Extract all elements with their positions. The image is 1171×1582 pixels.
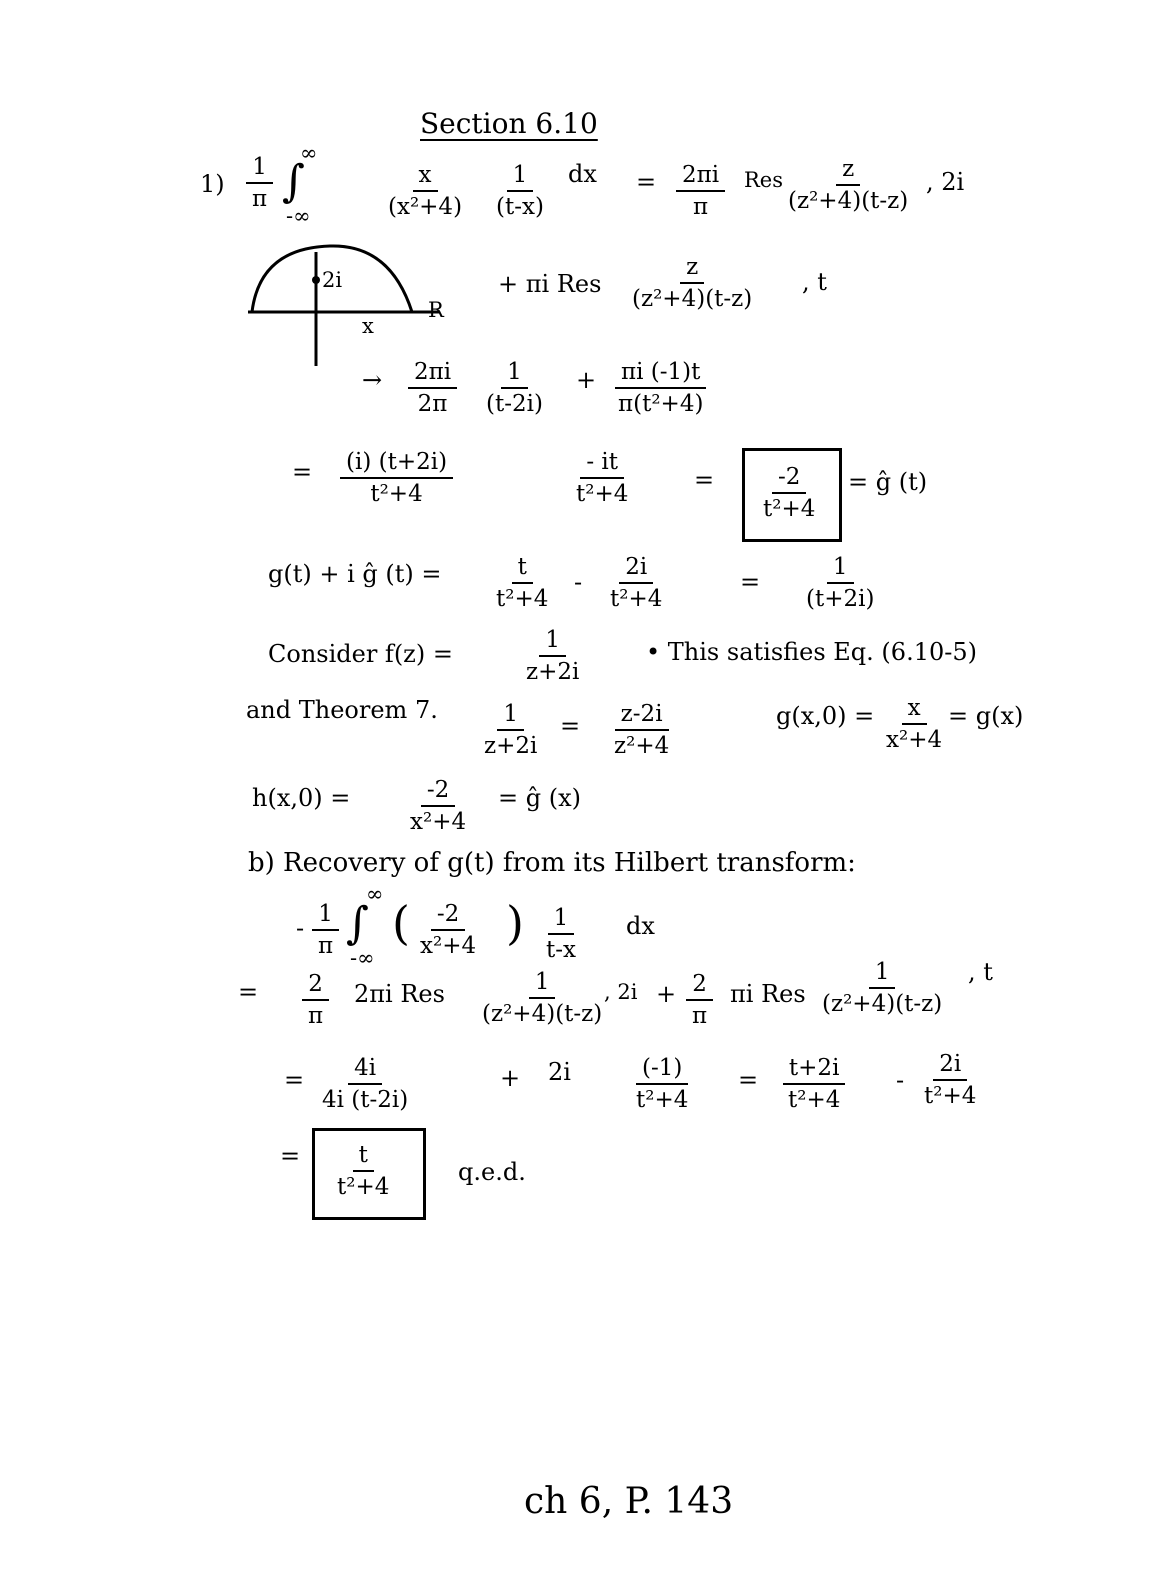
line5-fraction-2: $\frac{2i}{\text{t²+4}}$ <box>610 554 663 613</box>
second-residue-point: , t <box>802 268 827 296</box>
boundary-h-rhs: = ĝ (x) <box>498 784 581 812</box>
arrow: → <box>362 366 383 394</box>
residue-label: Res <box>744 168 784 192</box>
boundary-g-rhs: = g(x) <box>948 702 1024 730</box>
plus-sign: + <box>656 980 677 1008</box>
integral-sign: ∫ <box>346 898 369 949</box>
dx-label: dx <box>568 160 597 188</box>
prefix-fraction: $\frac{1}{\pi}$ <box>246 155 273 211</box>
equals-sign: = <box>284 1066 305 1094</box>
line4-fraction-2: $\frac{- it}{\text{t²+4}}$ <box>576 449 629 508</box>
part-b-residue-fraction-2: $\frac{1}{\text{(z²+4)(t-z)}}$ <box>822 959 943 1018</box>
radius-label: R <box>428 298 444 322</box>
equals-sign: = <box>560 712 581 740</box>
part-b-heading: b) Recovery of g(t) from its Hilbert transform: <box>248 848 856 878</box>
equals-sign: = <box>740 568 761 596</box>
line3-fraction-2: $\frac{1}{(t-2i)}$ <box>486 359 543 418</box>
integrand-fraction-1: $\frac{x}{\text{(x²+4)}}$ <box>388 162 463 221</box>
integral-upper-limit: ∞ <box>366 882 384 906</box>
dx-label: dx <box>626 912 655 940</box>
satisfies-text: • This satisfies Eq. (6.10-5) <box>646 638 977 666</box>
line7-fraction-2: $\frac{z-2i}{\text{z²+4}}$ <box>614 701 670 760</box>
analytic-signal-lhs: g(t) + i ĝ (t) = <box>268 560 442 588</box>
residue-point-1: , 2i <box>604 980 638 1004</box>
equals-sign: = <box>636 168 657 196</box>
line3-fraction-1: $\frac{2\pi i}{2\pi}$ <box>408 360 457 416</box>
line4-fraction-1: $\frac{(i) (t+2i)}{\text{t²+4}}$ <box>340 450 453 506</box>
page-footer: ch 6, P. 143 <box>524 1481 734 1522</box>
theorem-text: and Theorem 7. <box>246 696 438 724</box>
boxed-fraction: $\frac{-2}{\text{t²+4}}$ <box>763 464 816 523</box>
residue-point: , 2i <box>926 168 965 196</box>
consider-text: Consider f(z) = <box>268 640 453 668</box>
boundary-h-fraction: $\frac{-2}{\text{x²+4}}$ <box>410 777 467 836</box>
section-title: Section 6.10 <box>420 107 598 140</box>
line5-fraction-3: $\frac{1}{(t+2i)}$ <box>806 554 875 613</box>
open-paren: ( <box>392 896 410 950</box>
line3-fraction-3: $\frac{\pi i (-1)t}{\text{π(t²+4)}}$ <box>612 360 709 416</box>
integral-sign: ∫ <box>282 156 305 207</box>
equals-sign: = <box>238 978 259 1006</box>
part-b-line3-fraction-4: $\frac{2i}{\text{t²+4}}$ <box>924 1051 977 1110</box>
close-paren: ) <box>506 896 524 950</box>
boxed-result <box>742 448 842 542</box>
final-fraction: $\frac{t}{\text{t²+4}}$ <box>337 1142 390 1201</box>
part-b-kernel-fraction: $\frac{1}{t-x}$ <box>546 905 576 964</box>
axis-label: x <box>362 314 374 338</box>
integral-lower-limit: -∞ <box>350 946 375 970</box>
qed-label: q.e.d. <box>458 1158 526 1186</box>
equals-sign: = <box>694 466 715 494</box>
integral-lower-limit: -∞ <box>286 204 311 228</box>
residue-term-1: 2πi Res <box>354 980 445 1008</box>
middle-term: 2i <box>548 1058 571 1086</box>
residue-term-2: πi Res <box>730 980 806 1008</box>
contour-diagram <box>240 240 450 370</box>
second-residue-term: + πi Res <box>498 270 602 298</box>
boundary-g-fraction: $\frac{x}{\text{x²+4}}$ <box>886 695 943 754</box>
part-b-line3-fraction-3: $\frac{t+2i}{\text{t²+4}}$ <box>782 1056 846 1112</box>
part-b-residue-fraction-1: $\frac{1}{\text{(z²+4)(t-z)}}$ <box>482 969 603 1028</box>
minus-sign: - <box>574 568 583 596</box>
part-b-paren-fraction: $\frac{-2}{\text{x²+4}}$ <box>420 901 477 960</box>
pole-dot <box>312 276 320 284</box>
integral-upper-limit: ∞ <box>300 141 318 165</box>
coefficient-fraction: $\frac{2\pi i}{\pi}$ <box>676 163 725 219</box>
final-boxed-result <box>312 1128 426 1220</box>
equals-sign: = <box>292 458 313 486</box>
part-b-line3-fraction-2: $\frac{(-1)}{\text{t²+4}}$ <box>636 1055 689 1114</box>
hilbert-transform-label: = ĝ (t) <box>848 468 928 496</box>
boundary-h-lhs: h(x,0) = <box>252 784 351 812</box>
residue-fraction: $\frac{z}{\text{(z²+4)(t-z)}}$ <box>788 156 909 215</box>
line5-fraction-1: $\frac{t}{\text{t²+4}}$ <box>496 554 549 613</box>
part-b-coefficient-2: $\frac{2}{\pi}$ <box>686 972 713 1028</box>
equals-sign: = <box>280 1142 301 1170</box>
integrand-fraction-2: $\frac{1}{(t-x)}$ <box>496 162 544 221</box>
pole-label: 2i <box>322 268 343 292</box>
minus-prefix: - <box>296 914 305 942</box>
second-residue-fraction: $\frac{z}{\text{(z²+4)(t-z)}}$ <box>632 254 753 313</box>
residue-point-2: , t <box>968 958 993 986</box>
line7-fraction-1: $\frac{1}{z+2i}$ <box>484 701 538 760</box>
line6-fraction: $\frac{1}{z+2i}$ <box>526 627 580 686</box>
equals-sign: = <box>738 1066 759 1094</box>
part-b-coefficient: $\frac{1}{\pi}$ <box>312 902 339 958</box>
boundary-g-lhs: g(x,0) = <box>776 702 875 730</box>
problem-number: 1) <box>200 170 225 198</box>
plus-sign: + <box>500 1064 521 1092</box>
minus-sign: - <box>896 1066 905 1094</box>
part-b-line3-fraction-1: $\frac{4i}{4i (t-2i)}$ <box>322 1055 409 1114</box>
part-b-coefficient-1: $\frac{2}{\pi}$ <box>302 972 329 1028</box>
plus-sign: + <box>576 366 597 394</box>
